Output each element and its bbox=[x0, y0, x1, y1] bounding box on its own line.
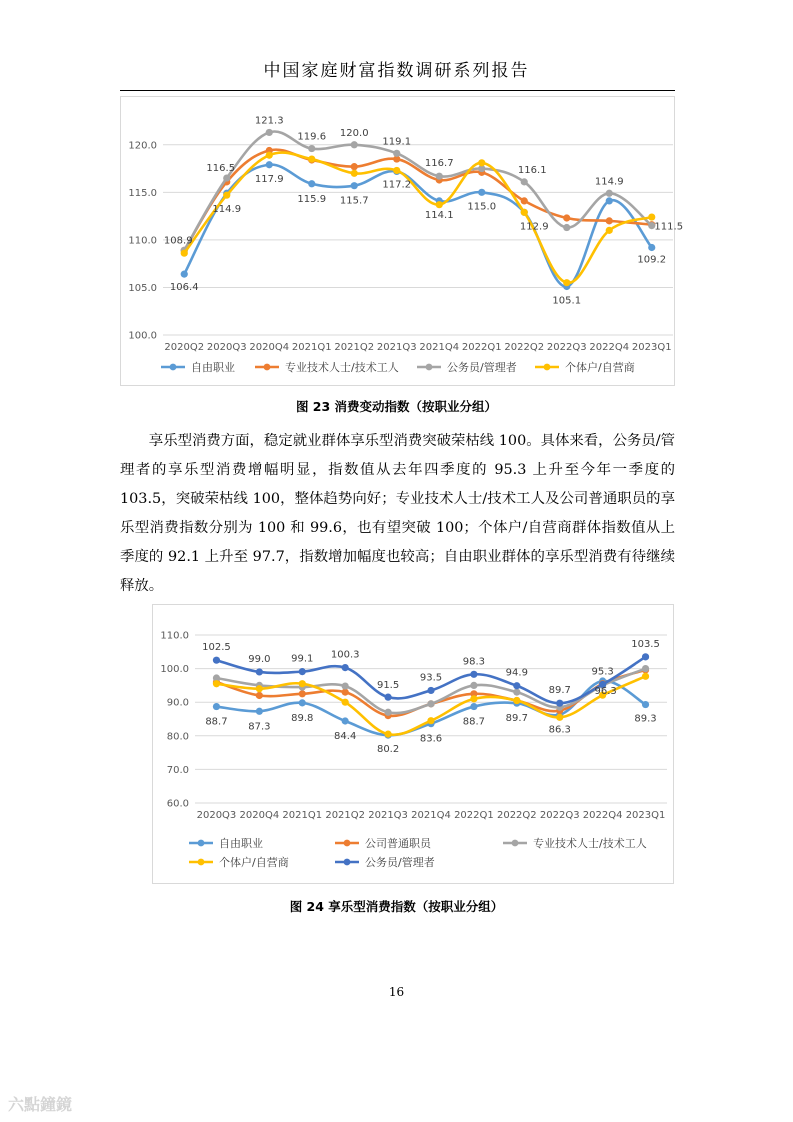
data-point bbox=[351, 170, 358, 177]
data-point bbox=[606, 197, 613, 204]
data-label: 116.5 bbox=[206, 163, 236, 175]
data-point bbox=[436, 173, 443, 180]
data-label: 117.2 bbox=[382, 179, 412, 191]
data-label: 89.8 bbox=[291, 712, 314, 724]
header-rule bbox=[120, 90, 675, 91]
data-point bbox=[563, 224, 570, 231]
x-tick-label: 2022Q3 bbox=[539, 810, 580, 821]
data-point bbox=[299, 690, 306, 697]
y-tick-label: 70.0 bbox=[166, 764, 189, 776]
data-label: 115.7 bbox=[339, 195, 369, 207]
y-tick-label: 110.0 bbox=[160, 630, 189, 642]
data-point bbox=[223, 192, 230, 199]
data-point bbox=[642, 673, 649, 680]
page-number: 16 bbox=[388, 985, 405, 999]
data-label: 103.5 bbox=[631, 638, 660, 650]
legend-marker bbox=[198, 840, 205, 847]
x-tick-label: 2021Q1 bbox=[282, 810, 323, 821]
legend-marker bbox=[344, 840, 351, 847]
data-label: 99.1 bbox=[291, 653, 314, 665]
data-point bbox=[513, 697, 520, 704]
data-point bbox=[256, 668, 263, 675]
data-label: 95.3 bbox=[591, 666, 614, 678]
y-tick-label: 110.0 bbox=[128, 235, 157, 247]
data-label: 88.7 bbox=[462, 716, 486, 728]
legend-label: 专业技术人士/技术工人 bbox=[285, 361, 399, 374]
legend-label: 个体户/自营商 bbox=[565, 361, 635, 374]
data-point bbox=[427, 700, 434, 707]
x-tick-label: 2022Q4 bbox=[582, 810, 623, 821]
y-tick-label: 80.0 bbox=[166, 731, 189, 743]
data-point bbox=[213, 657, 220, 664]
data-point bbox=[256, 692, 263, 699]
legend-marker bbox=[344, 859, 351, 866]
y-tick-label: 90.0 bbox=[166, 697, 189, 709]
x-tick-label: 2022Q2 bbox=[504, 342, 545, 353]
data-point bbox=[513, 689, 520, 696]
y-tick-label: 120.0 bbox=[128, 140, 157, 152]
y-tick-label: 115.0 bbox=[128, 187, 157, 199]
data-label: 112.9 bbox=[519, 221, 549, 233]
data-point bbox=[393, 167, 400, 174]
x-tick-label: 2021Q4 bbox=[419, 342, 460, 353]
report-header-title: 中国家庭财富指数调研系列报告 bbox=[263, 61, 530, 81]
data-label: 115.9 bbox=[297, 193, 327, 205]
data-point bbox=[427, 717, 434, 724]
data-point bbox=[642, 665, 649, 672]
data-point bbox=[556, 700, 563, 707]
x-tick-label: 2020Q3 bbox=[206, 342, 247, 353]
data-label: 87.3 bbox=[248, 721, 271, 733]
data-point bbox=[563, 279, 570, 286]
data-label: 99.0 bbox=[248, 653, 271, 665]
data-label: 88.7 bbox=[205, 716, 228, 728]
data-point bbox=[648, 213, 655, 220]
data-label: 94.9 bbox=[505, 667, 528, 679]
data-point bbox=[266, 152, 273, 159]
legend-label: 专业技术人士/技术工人 bbox=[533, 837, 647, 850]
data-label: 111.5 bbox=[654, 221, 684, 233]
data-point bbox=[266, 129, 273, 136]
data-label: 93.5 bbox=[419, 672, 443, 684]
data-label: 84.4 bbox=[334, 731, 357, 743]
data-point bbox=[470, 703, 477, 710]
data-label: 120.0 bbox=[339, 127, 369, 139]
data-point bbox=[342, 682, 349, 689]
data-point bbox=[556, 714, 563, 721]
data-label: 119.1 bbox=[382, 136, 412, 148]
legend-label: 公司普通职员 bbox=[365, 837, 431, 850]
legend-marker bbox=[170, 364, 177, 371]
data-point bbox=[384, 731, 391, 738]
data-point bbox=[478, 189, 485, 196]
data-label: 116.7 bbox=[424, 158, 454, 170]
data-point bbox=[256, 708, 263, 715]
data-point bbox=[299, 680, 306, 687]
data-point bbox=[308, 155, 315, 162]
data-point bbox=[299, 699, 306, 706]
data-label: 98.3 bbox=[462, 656, 486, 668]
x-tick-label: 2020Q4 bbox=[249, 342, 290, 353]
data-point bbox=[393, 150, 400, 157]
data-point bbox=[308, 145, 315, 152]
legend-marker bbox=[198, 859, 205, 866]
data-label: 108.9 bbox=[163, 235, 193, 247]
data-point bbox=[342, 717, 349, 724]
chart-svg bbox=[153, 605, 673, 883]
data-label: 121.3 bbox=[254, 115, 284, 127]
data-label: 105.1 bbox=[552, 295, 582, 307]
chart-consumption-change-index bbox=[120, 96, 684, 386]
legend-marker bbox=[512, 840, 519, 847]
x-tick-label: 2022Q2 bbox=[496, 810, 537, 821]
x-tick-label: 2023Q1 bbox=[631, 342, 672, 353]
data-point bbox=[470, 682, 477, 689]
legend-label: 公务员/管理者 bbox=[447, 361, 517, 374]
x-tick-label: 2023Q1 bbox=[625, 810, 666, 821]
data-point bbox=[513, 682, 520, 689]
data-point bbox=[351, 163, 358, 170]
body-paragraph: 享乐型消费方面，稳定就业群体享乐型消费突破荣枯线 100。具体来看，公务员/管理者的享乐型消费增幅明显，指数值从去年四季度的 95.3 上升至今年一季度的 103.5，突破荣枯线 100，整体趋势向好；专业技术人士/技术工人及公司普通职员的享乐型消费指数分别为 100 和 99.6，也有望突破 100；个体户/自营商群体指数值从上季度的 92.1 上升至 97.7，指数增加幅度也较高；自由职业群体的享乐型消费有待继续释放。 bbox=[120, 433, 675, 594]
legend-label: 公务员/管理者 bbox=[365, 856, 435, 869]
legend-label: 自由职业 bbox=[219, 837, 263, 850]
data-label: 89.3 bbox=[634, 713, 657, 725]
y-tick-label: 100.0 bbox=[160, 664, 189, 676]
data-label: 114.1 bbox=[424, 209, 454, 221]
data-label: 117.9 bbox=[254, 173, 284, 185]
x-tick-label: 2022Q1 bbox=[461, 342, 502, 353]
data-label: 91.5 bbox=[376, 680, 400, 692]
data-label: 89.7 bbox=[548, 685, 571, 697]
data-label: 89.7 bbox=[505, 713, 528, 725]
data-point bbox=[384, 694, 391, 701]
data-point bbox=[342, 699, 349, 706]
data-label: 86.3 bbox=[548, 724, 571, 736]
watermark-logo: 六點鐘鏡 bbox=[8, 1095, 73, 1114]
legend-label: 自由职业 bbox=[191, 361, 235, 374]
data-point bbox=[436, 201, 443, 208]
data-point bbox=[521, 209, 528, 216]
data-label: 83.6 bbox=[419, 733, 443, 745]
x-tick-label: 2021Q2 bbox=[334, 342, 375, 353]
data-point bbox=[181, 250, 188, 257]
y-tick-label: 105.0 bbox=[128, 282, 157, 294]
data-point bbox=[213, 703, 220, 710]
data-point bbox=[521, 178, 528, 185]
legend-marker bbox=[544, 364, 551, 371]
legend-marker bbox=[426, 364, 433, 371]
data-point bbox=[606, 227, 613, 234]
data-point bbox=[351, 141, 358, 148]
x-tick-label: 2021Q4 bbox=[411, 810, 451, 821]
data-point bbox=[256, 685, 263, 692]
data-point bbox=[223, 174, 230, 181]
data-point bbox=[351, 182, 358, 189]
data-label: 116.1 bbox=[517, 164, 547, 176]
data-point bbox=[299, 668, 306, 675]
data-point bbox=[342, 664, 349, 671]
x-tick-label: 2021Q3 bbox=[376, 342, 417, 353]
data-point bbox=[266, 161, 273, 168]
x-tick-label: 2021Q3 bbox=[368, 810, 408, 821]
data-point bbox=[642, 701, 649, 708]
x-tick-label: 2021Q1 bbox=[291, 342, 332, 353]
data-label: 119.6 bbox=[297, 131, 327, 143]
data-point bbox=[521, 197, 528, 204]
x-tick-label: 2022Q1 bbox=[454, 810, 494, 821]
data-point bbox=[181, 271, 188, 278]
data-label: 114.9 bbox=[212, 204, 242, 216]
data-label: 115.0 bbox=[467, 201, 497, 213]
chart-leisure-consumption-index bbox=[152, 604, 674, 884]
data-label: 106.4 bbox=[169, 282, 199, 294]
data-point bbox=[427, 687, 434, 694]
data-label: 96.3 bbox=[594, 686, 617, 698]
data-point bbox=[606, 190, 613, 197]
data-point bbox=[478, 159, 485, 166]
data-point bbox=[213, 680, 220, 687]
data-point bbox=[470, 671, 477, 678]
x-tick-label: 2020Q4 bbox=[239, 810, 280, 821]
figure-24-caption: 图 24 享乐型消费指数（按职业分组） bbox=[289, 899, 504, 914]
data-point bbox=[563, 214, 570, 221]
data-point bbox=[648, 244, 655, 251]
x-tick-label: 2022Q3 bbox=[546, 342, 587, 353]
x-tick-label: 2020Q2 bbox=[164, 342, 205, 353]
x-tick-label: 2020Q3 bbox=[196, 810, 237, 821]
data-label: 102.5 bbox=[202, 642, 231, 654]
data-point bbox=[642, 653, 649, 660]
legend-label: 个体户/自营商 bbox=[219, 856, 289, 869]
y-tick-label: 60.0 bbox=[166, 798, 189, 810]
data-point bbox=[470, 695, 477, 702]
data-label: 109.2 bbox=[637, 254, 667, 266]
data-point bbox=[384, 709, 391, 716]
data-point bbox=[606, 217, 613, 224]
data-point bbox=[308, 180, 315, 187]
legend-marker bbox=[264, 364, 271, 371]
y-tick-label: 100.0 bbox=[128, 330, 157, 342]
data-label: 114.9 bbox=[594, 176, 624, 188]
data-label: 80.2 bbox=[376, 744, 400, 756]
chart-svg bbox=[121, 97, 684, 385]
data-label: 100.3 bbox=[330, 649, 360, 661]
x-tick-label: 2022Q4 bbox=[589, 342, 630, 353]
x-tick-label: 2021Q2 bbox=[325, 810, 366, 821]
figure-23-caption: 图 23 消费变动指数（按职业分组） bbox=[295, 399, 498, 414]
